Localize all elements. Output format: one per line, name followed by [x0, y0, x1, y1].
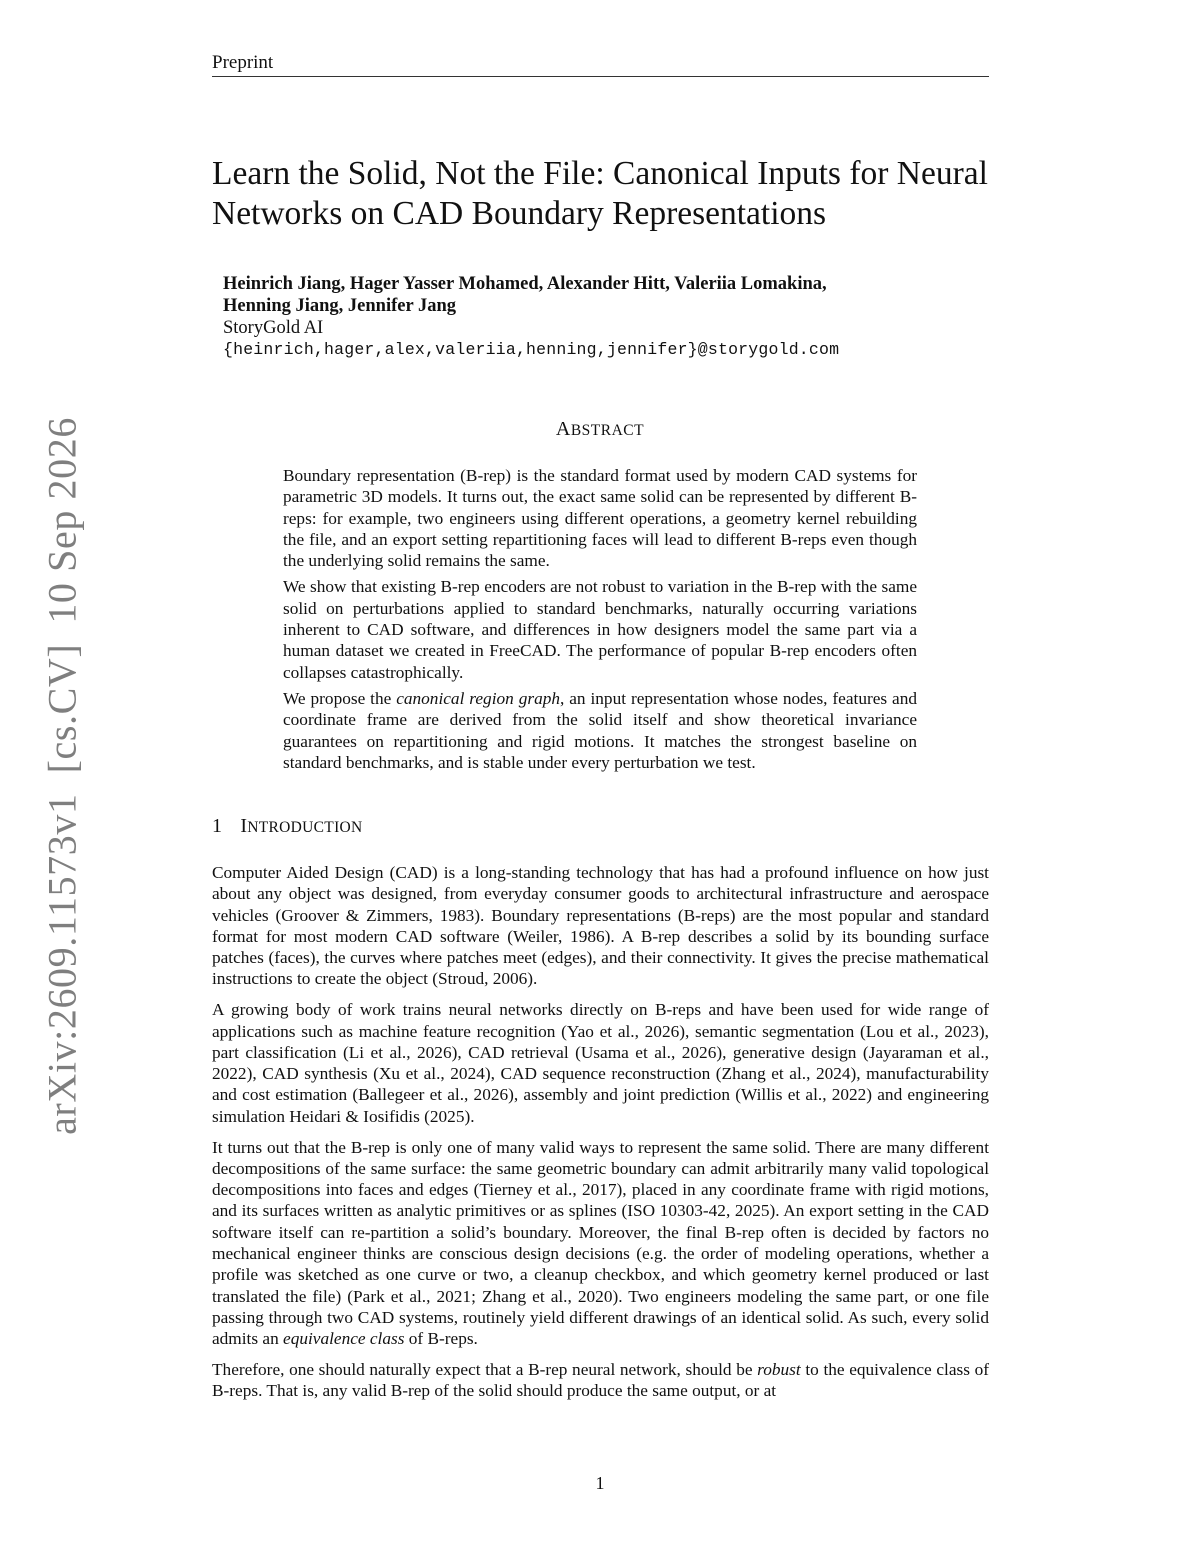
abstract-text: , an input representation whose nodes, features and coordinate frame are derived from the solid itself and show theoretical invariance guarantees on repartitioning and rigid motions. It matches the strongest baseline on standard benchmarks, and is stable under every perturbation we test. [283, 688, 917, 772]
body-paragraph: Computer Aided Design (CAD) is a long-standing technology that has had a profound influence on how just about any object was designed, from everyday consumer goods to architectural infrastructure and aerospace vehicles (Groover & Zimmers, 1983). Boundary representations (B-reps) are the most popular and standard format for most modern CAD software (Weiler, 1986). A B-rep describes a solid by its bounding surface patches (faces), the curves where patches meet (edges), and their connectivity. It gives the precise mathematical instructions to create the object (Stroud, 2006). [212, 863, 989, 989]
arxiv-id: arXiv:2609.11573v1 [39, 793, 85, 1135]
abstract-body [283, 465, 917, 778]
section-heading-introduction [212, 815, 363, 838]
author-emails: {heinrich,hager,alex,valeriia,henning,jennifer}@storygold.com [223, 340, 840, 359]
author-line: Heinrich Jiang, Hager Yasser Mohamed, Alexander Hitt, Valeriia Lomakina, [223, 274, 827, 294]
body-emphasis: equivalence class [283, 1329, 405, 1349]
page-number: 1 [595, 1473, 605, 1493]
author-block [223, 273, 923, 361]
author-line: Henning Jiang, Jennifer Jang [223, 296, 457, 316]
running-header: Preprint [212, 52, 274, 73]
body-text: of B-reps. [404, 1329, 478, 1349]
abstract-paragraph: Boundary representation (B-rep) is the standard format used by modern CAD systems for parametric 3D models. It turns out, the exact same solid can be represented by different B-reps: for example, two engineers using different operations, a geometry kernel rebuilding the file, and an export setting repartitioning faces will lead to different B-reps even though the underlying solid remains the same. [283, 466, 917, 571]
body-text: It turns out that the B-rep is only one of many valid ways to represent the same solid. There are many different decompositions of the same surface: the same geometric boundary can admit arbitrarily many valid topological decompositions into faces and edges (Tierney et al., 2017), placed in any coordinate frame with rigid motions, and its surfaces written as analytic primitives or as splines (ISO 10303-42, 2025). An export setting in the CAD software itself can re-partition a solid’s boundary. Moreover, the final B-rep often is decided by factors no mechanical engineer thinks are conscious design decisions (e.g. the order of modeling operations, whether a profile was sketched as one curve or two, a cleanup checkbox, and which geometry kernel produced or last translated the file) (Park et al., 2021; Zhang et al., 2020). Two engineers modeling the same part, or one file passing through two CAD systems, routinely yield different drawings of an identical solid. As such, every solid admits an [212, 1137, 989, 1349]
affiliation: StoryGold AI [223, 318, 324, 338]
arxiv-category: [cs.CV] [39, 643, 85, 774]
paper-title: Learn the Solid, Not the File: Canonical Inputs for Neural Networks on CAD Boundary Representations [212, 155, 988, 232]
body-emphasis: robust [757, 1360, 801, 1380]
header-rule [212, 76, 989, 77]
abstract-text: We propose the [283, 688, 397, 708]
abstract-heading-initial: A [555, 418, 571, 440]
abstract-heading [0, 418, 1200, 441]
abstract-heading-rest: BSTRACT [570, 422, 645, 439]
body-text: to the equivalence class of B-reps. That is, any valid B-rep of the solid should produce the same output, or at [212, 1360, 989, 1401]
arxiv-stamp [39, 407, 86, 1145]
section-heading-rest: NTRODUCTION [247, 819, 363, 836]
abstract-emphasis: canonical region graph [396, 688, 560, 708]
section-heading-initial: I [240, 815, 248, 837]
abstract-paragraph [283, 688, 917, 773]
body-paragraph: A growing body of work trains neural networks directly on B-reps and have been used for wide range of applications such as machine feature recognition (Yao et al., 2026), semantic segmentation (Lou et al., 2023), part classification (Li et al., 2026), CAD retrieval (Usama et al., 2026), generative design (Jayaraman et al., 2022), CAD synthesis (Xu et al., 2024), CAD sequence reconstruction (Zhang et al., 2024), manufacturability and cost estimation (Ballegeer et al., 2026), assembly and joint prediction (Willis et al., 2022) and engineering simulation Heidari & Iosifidis (2025). [212, 1000, 989, 1126]
author-list [223, 273, 923, 317]
section-number: 1 [212, 815, 223, 837]
abstract-paragraph: We show that existing B-rep encoders are not robust to variation in the B-rep with the same solid on perturbations applied to standard benchmarks, naturally occurring variations inherent to CAD software, and differences in how designers model the same part via a human dataset we created in FreeCAD. The performance of popular B-rep encoders often collapses catastrophically. [283, 577, 917, 682]
body-paragraph [212, 1359, 989, 1402]
body-paragraph [212, 1137, 989, 1350]
introduction-body [212, 862, 989, 1411]
body-text: Therefore, one should naturally expect that a B-rep neural network, should be [212, 1360, 758, 1380]
arxiv-date: 10 Sep 2026 [39, 417, 85, 624]
